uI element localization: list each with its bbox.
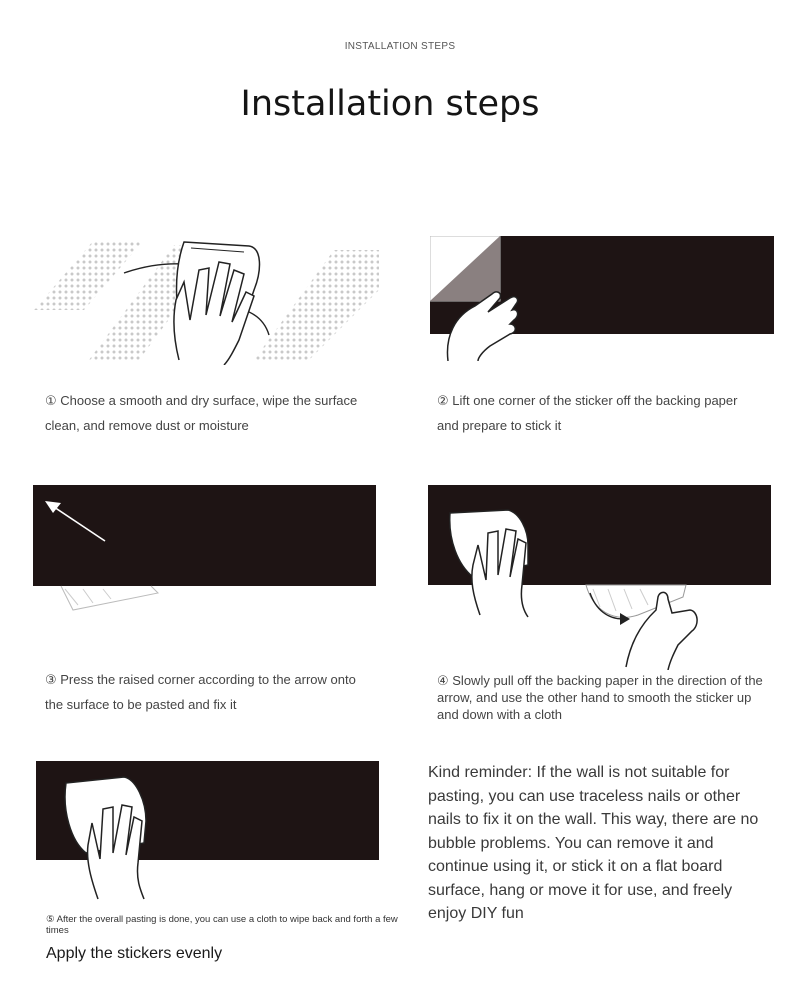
step-1-illustration <box>34 230 379 365</box>
small-heading: INSTALLATION STEPS <box>344 41 456 52</box>
apply-evenly-label: Apply the stickers evenly <box>46 945 223 962</box>
step-1-text: ① Choose a smooth and dry surface, wipe the surface clean, and remove dust or moisture <box>45 393 358 433</box>
step-5-illustration <box>36 761 381 901</box>
dotted-stripe-right <box>254 250 379 360</box>
step-2-text: ② Lift one corner of the sticker off the backing paper and prepare to stick it <box>437 393 738 433</box>
step-5-text: ⑤ After the overall pasting is done, you can use a cloth to wipe back and forth a few times <box>46 914 398 936</box>
step-2-illustration <box>430 236 775 361</box>
step-3-text: ③ Press the raised corner according to the arrow onto the surface to be pasted and fix it <box>45 672 356 712</box>
sticker-panel <box>33 485 376 586</box>
step-4-illustration <box>428 485 773 670</box>
kind-reminder-text: Kind reminder: If the wall is not suitable for pasting, you can use traceless nails or other nails to fix it on the wall. This way, there are no bubble problems. You can remove it and continue using it, or stick it on a flat board surface, hang or move it for use, and freely enjoy DIY fun <box>428 764 759 922</box>
page-title: Installation steps <box>240 84 540 124</box>
dotted-stripe-left <box>34 240 144 310</box>
step-4-text: ④ Slowly pull off the backing paper in the direction of the arrow, and use the other hand to smooth the sticker up and down with a cloth <box>437 673 763 722</box>
step-3-illustration <box>33 485 378 615</box>
